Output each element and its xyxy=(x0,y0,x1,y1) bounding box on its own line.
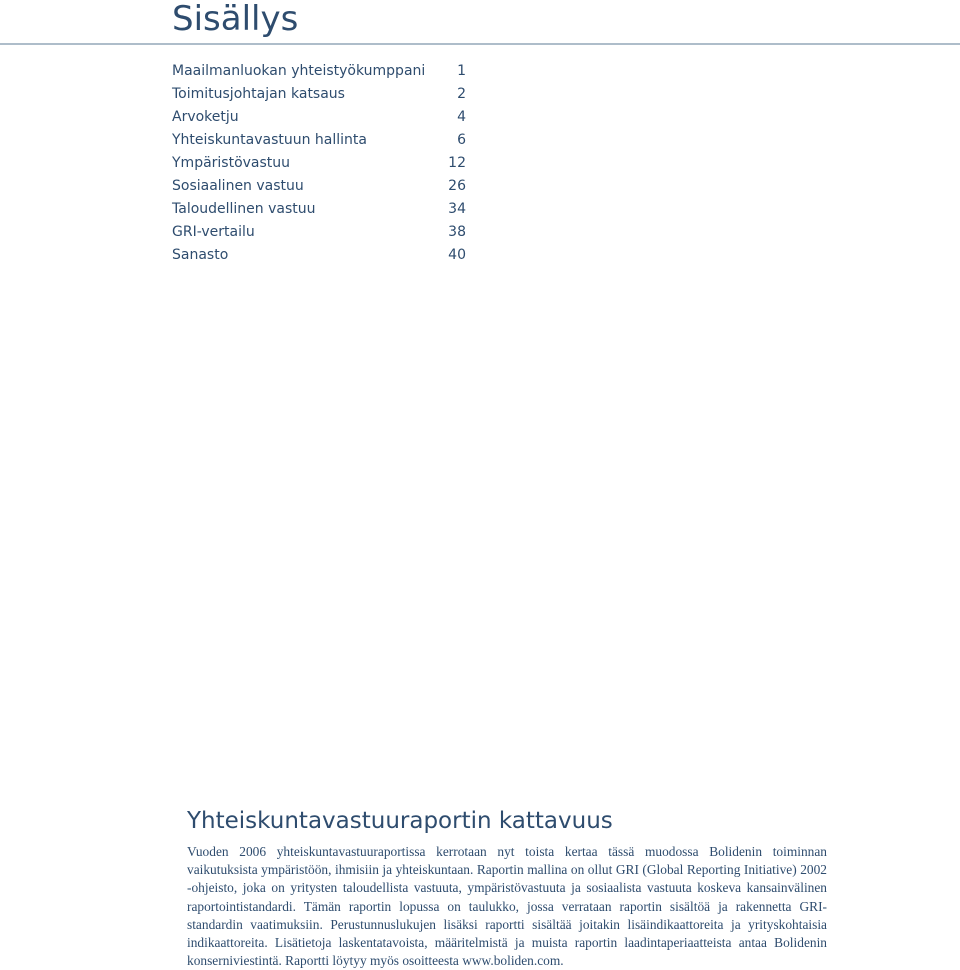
table-of-contents xyxy=(172,60,466,267)
toc-item-label: Arvoketju xyxy=(172,109,239,125)
toc-item xyxy=(172,106,466,129)
toc-item-page: 12 xyxy=(448,155,466,171)
toc-item-page: 1 xyxy=(457,63,466,79)
toc-item xyxy=(172,221,466,244)
toc-item-page: 4 xyxy=(457,109,466,125)
toc-item-label: Yhteiskuntavastuun hallinta xyxy=(172,132,367,148)
toc-item-label: Sanasto xyxy=(172,247,229,263)
toc-item xyxy=(172,152,466,175)
title-divider xyxy=(0,43,960,45)
toc-item-page: 2 xyxy=(457,86,466,102)
toc-item-page: 38 xyxy=(448,224,466,240)
toc-item xyxy=(172,60,466,83)
toc-item xyxy=(172,83,466,106)
toc-item-label: Toimitusjohtajan katsaus xyxy=(172,86,345,102)
toc-item-label: Sosiaalinen vastuu xyxy=(172,178,304,194)
toc-item xyxy=(172,175,466,198)
page-title: Sisällys xyxy=(172,0,299,39)
toc-item-label: Maailmanluokan yhteistyökumppani xyxy=(172,63,426,79)
toc-item-label: GRI-vertailu xyxy=(172,224,255,240)
report-scope-section xyxy=(187,805,827,970)
toc-item xyxy=(172,244,466,267)
toc-item-label: Ympäristövastuu xyxy=(172,155,291,171)
toc-item-page: 26 xyxy=(448,178,466,194)
section-heading: Yhteiskuntavastuuraportin kattavuus xyxy=(187,808,613,834)
section-body: Vuoden 2006 yhteiskuntavastuuraportissa kerrotaan nyt toista kertaa tässä muodossa Bolidenin toiminnan vaikutuksista ympäristöön, ihmisiin ja yhteiskuntaan. Raportin mallina on ollut GRI (Global Reporting Initiative) 2002 -ohjeisto, joka on yritysten taloudellista vastuuta, ympäristövastuuta ja sosiaalista vastuuta koskeva kansainvälinen raportointistandardi. Tämän raportin lopussa on taulukko, jossa verrataan raportin sisältöä ja rakennetta GRI-standardin vaatimuksiin. Perustunnuslukujen lisäksi raportti sisältää joitakin lisäindikaattoreita ja yrityskohtaisia indikaattoreita. Lisätietoja laskentatavoista, määritelmistä ja muista raportin laadintaperiaatteista antaa Bolidenin konserniviestintä. Raportti löytyy myös osoitteesta www.boliden.com. xyxy=(187,844,827,969)
toc-item xyxy=(172,198,466,221)
toc-item-label: Taloudellinen vastuu xyxy=(172,201,316,217)
toc-item-page: 40 xyxy=(448,247,466,263)
toc-item xyxy=(172,129,466,152)
toc-item-page: 34 xyxy=(448,201,466,217)
toc-item-page: 6 xyxy=(457,132,466,148)
